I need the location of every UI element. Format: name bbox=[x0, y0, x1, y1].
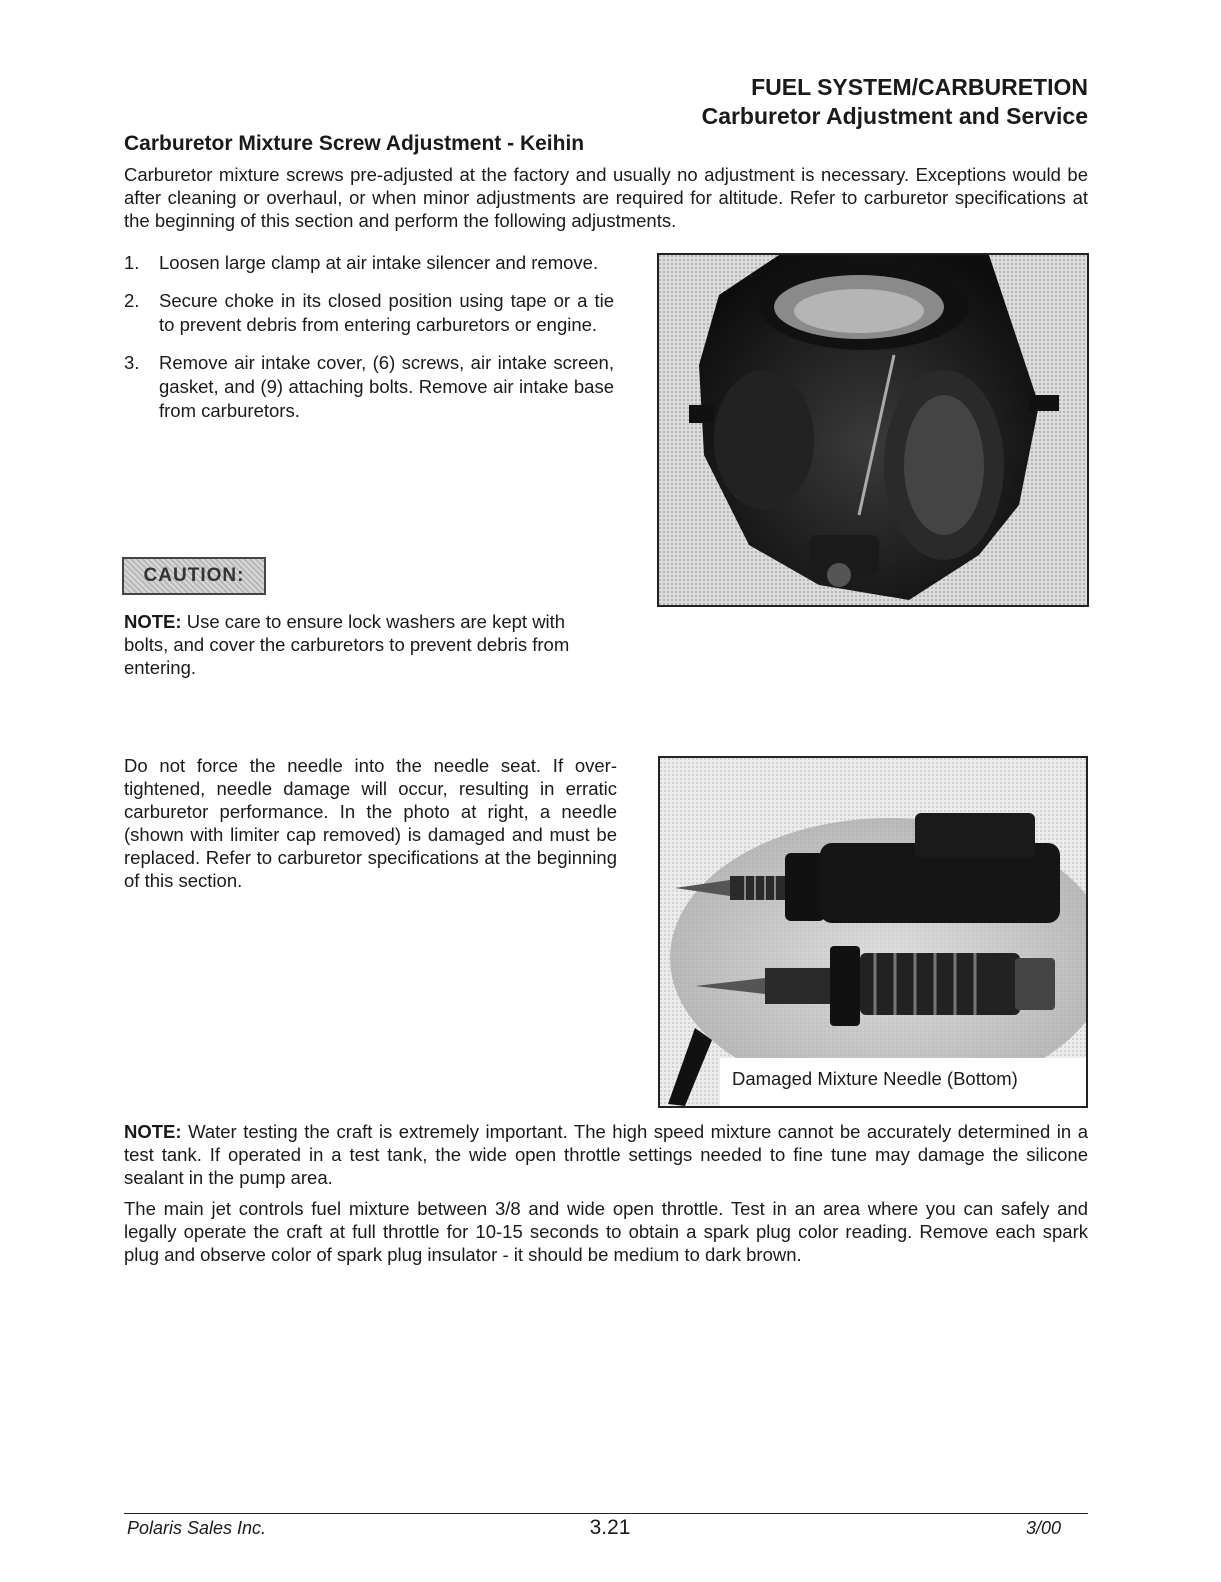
note-label: NOTE: bbox=[124, 1121, 182, 1142]
footer-date: 3/00 bbox=[1025, 1518, 1061, 1538]
steps-list bbox=[124, 251, 614, 437]
needle-paragraph: Do not force the needle into the needle seat. If over-tightened, needle damage will occur, resulting in erratic carburetor performance. In the photo at right, a needle (shown with limiter cap removed) is damaged and must be replaced. Refer to carburetor specifications at the beginning of this section. bbox=[124, 755, 617, 891]
needle-photo bbox=[658, 756, 1088, 1108]
note-text: Water testing the craft is extremely important. The high speed mixture cannot be accurately determined in a test tank. If operated in a test tank, the wide open throttle settings needed to fine tune may damage the silicone sealant in the pump area. bbox=[124, 1121, 1088, 1188]
step-number: 2. bbox=[124, 290, 140, 311]
photo-caption: Damaged Mixture Needle (Bottom) bbox=[732, 1068, 1018, 1089]
note-lock-washers bbox=[124, 610, 614, 679]
list-item bbox=[124, 289, 614, 337]
note-water-testing bbox=[124, 1120, 1088, 1189]
list-item bbox=[124, 351, 614, 423]
section-title: FUEL SYSTEM/CARBURETION bbox=[751, 74, 1088, 100]
main-jet-paragraph: The main jet controls fuel mixture between 3/8 and wide open throttle. Test in an area where you can safely and legally operate the craft at full throttle for 10-15 seconds to obtain a spark plug color reading. Remove each spark plug and observe color of spark plug insulator - it should be medium to dark brown. bbox=[124, 1198, 1088, 1265]
step-number: 1. bbox=[124, 252, 140, 273]
footer-company: Polaris Sales Inc. bbox=[127, 1518, 267, 1538]
page-number: 3.21 bbox=[589, 1516, 631, 1539]
list-item bbox=[124, 251, 614, 275]
note-text: Use care to ensure lock washers are kept with bolts, and cover the carburetors to prevent debris from entering. bbox=[124, 611, 570, 678]
subsection-title: Carburetor Adjustment and Service bbox=[701, 103, 1088, 129]
note-label: NOTE: bbox=[124, 611, 182, 632]
step-text: Remove air intake cover, (6) screws, air intake screen, gasket, and (9) attaching bolts. Remove air intake base from carburetors. bbox=[159, 352, 614, 421]
footer-divider bbox=[124, 1513, 1088, 1514]
step-text: Loosen large clamp at air intake silencer and remove. bbox=[159, 252, 599, 273]
step-number: 3. bbox=[124, 352, 140, 373]
step-text: Secure choke in its closed position using tape or a tie to prevent debris from entering carburetors or engine. bbox=[159, 290, 614, 335]
page-heading: Carburetor Mixture Screw Adjustment - Keihin bbox=[124, 132, 585, 155]
carburetor-photo bbox=[657, 253, 1089, 607]
caution-label: CAUTION: bbox=[122, 557, 266, 595]
intro-paragraph: Carburetor mixture screws pre-adjusted at the factory and usually no adjustment is necessary. Exceptions would be after cleaning or overhaul, or when minor adjustments are required for altitude. Refer to carburetor specifications at the beginning of this section and perform the following adjustments. bbox=[124, 164, 1088, 231]
